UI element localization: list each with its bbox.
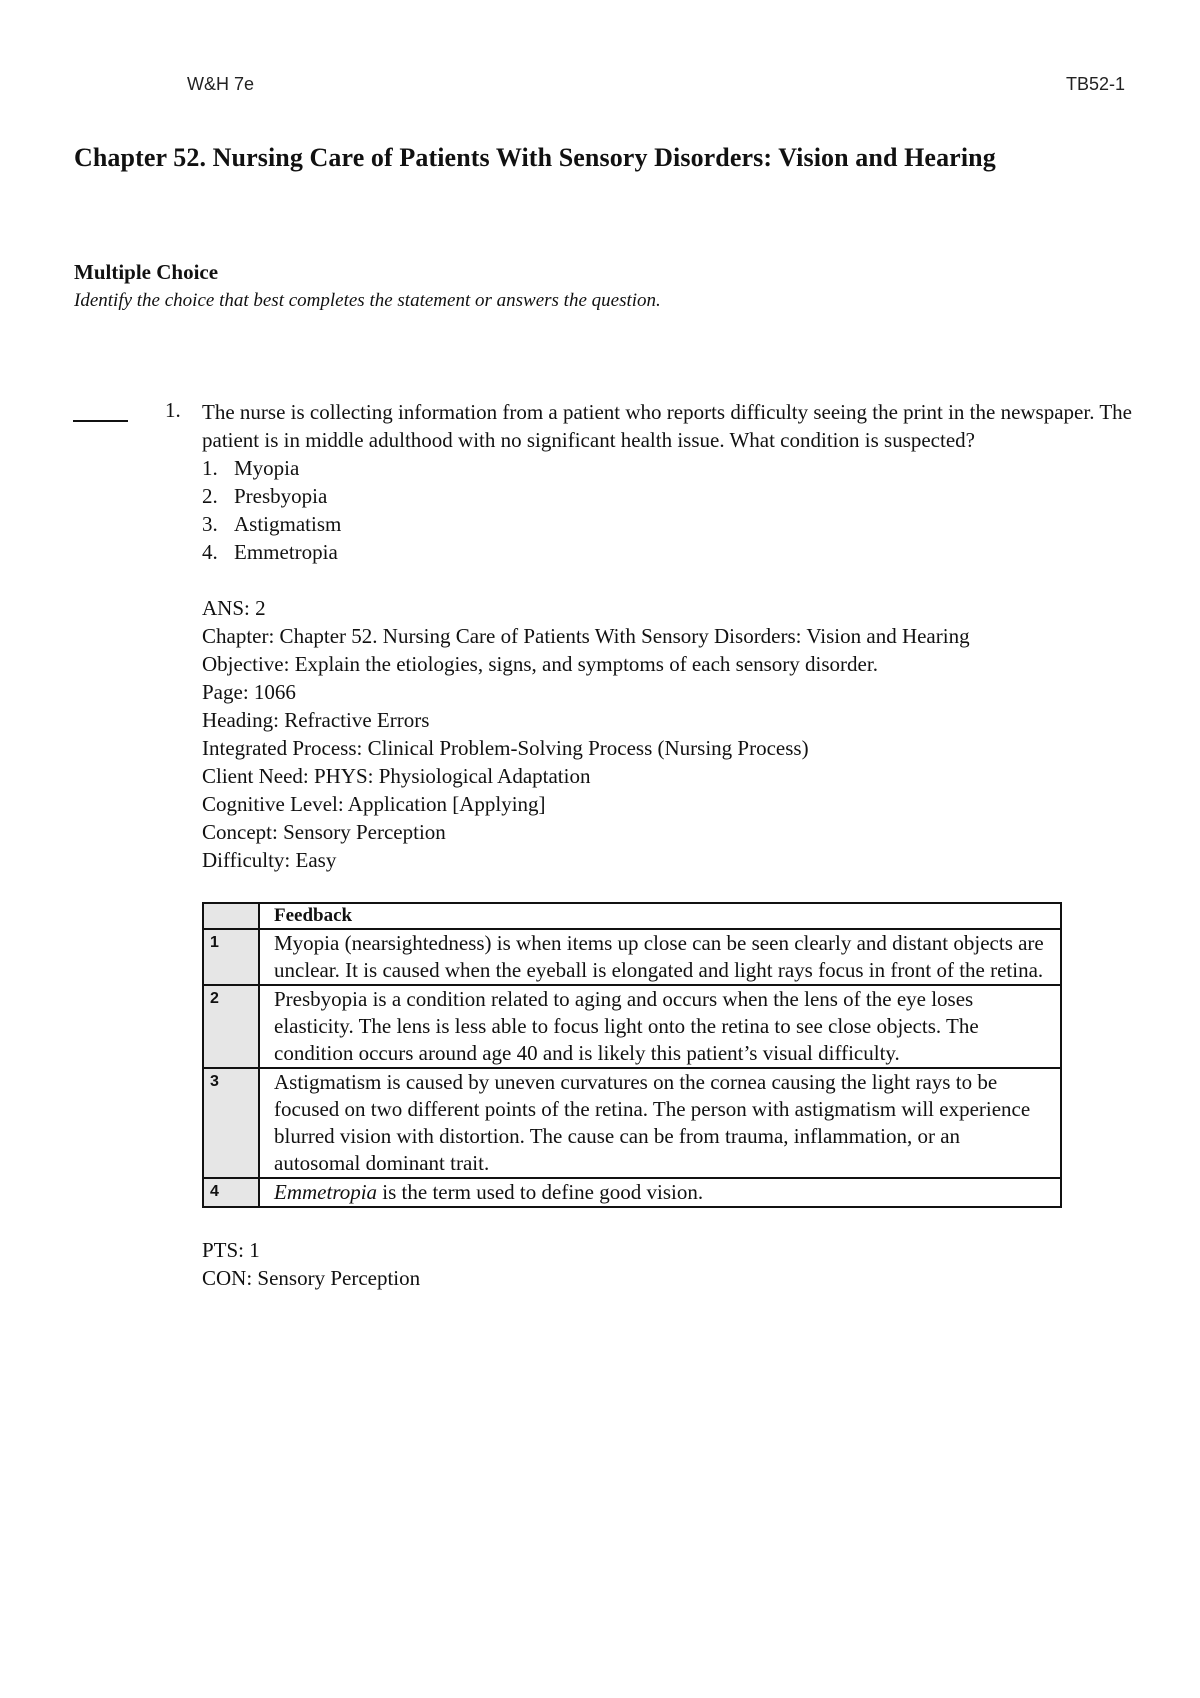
- option-item: [202, 454, 1152, 482]
- option-text: Astigmatism: [234, 512, 342, 536]
- answer-metadata: [202, 594, 1152, 874]
- option-number: 4.: [202, 540, 218, 564]
- meta-concept: Concept: Sensory Perception: [202, 820, 446, 844]
- answer-key: ANS: 2: [202, 596, 266, 620]
- feedback-row-text: Myopia (nearsightedness) is when items up close can be seen clearly and distant objects are unclear. It is caused when the eyeball is elongated and light rays focus in front of the retina.: [259, 929, 1061, 985]
- option-number: 2.: [202, 484, 218, 508]
- feedback-row: [203, 929, 1061, 985]
- feedback-term-emphasis: Emmetropia: [274, 1180, 378, 1204]
- feedback-header: Feedback: [259, 903, 1061, 929]
- feedback-row-number: 2: [203, 985, 259, 1068]
- answer-blank-line: [73, 420, 128, 422]
- feedback-row: [203, 1068, 1061, 1178]
- chapter-title: Chapter 52. Nursing Care of Patients With Sensory Disorders: Vision and Hearing: [74, 143, 996, 172]
- feedback-term-rest: is the term used to define good vision.: [377, 1180, 704, 1204]
- feedback-row-text: [259, 1178, 1061, 1207]
- question-body: [202, 398, 1152, 1292]
- feedback-row-number: 3: [203, 1068, 259, 1178]
- option-item: [202, 510, 1152, 538]
- option-text: Emmetropia: [234, 540, 338, 564]
- feedback-row: [203, 985, 1061, 1068]
- section-instruction: Identify the choice that best completes the statement or answers the question.: [74, 290, 661, 311]
- running-header-left: W&H 7e: [187, 74, 255, 94]
- option-number: 1.: [202, 456, 218, 480]
- meta-objective: Objective: Explain the etiologies, signs, and symptoms of each sensory disorder.: [202, 652, 878, 676]
- running-header-right: TB52-1: [1065, 74, 1125, 94]
- feedback-row-text: Astigmatism is caused by uneven curvatures on the cornea causing the light rays to be focused on two different points of the retina. The person with astigmatism will experience blurred vision with distortion. The cause can be from trauma, inflammation, or an autosomal dominant trait.: [259, 1068, 1061, 1178]
- option-item: [202, 538, 1152, 566]
- feedback-row-number: 1: [203, 929, 259, 985]
- feedback-row-text: Presbyopia is a condition related to aging and occurs when the lens of the eye loses elasticity. The lens is less able to focus light onto the retina to see close objects. The condition occurs around age 40 and is likely this patient’s visual difficulty.: [259, 985, 1061, 1068]
- option-text: Myopia: [234, 456, 300, 480]
- meta-chapter: Chapter: Chapter 52. Nursing Care of Patients With Sensory Disorders: Vision and Hearing: [202, 624, 970, 648]
- section-title: Multiple Choice: [74, 260, 219, 284]
- option-number: 3.: [202, 512, 218, 536]
- meta-cognitive-level: Cognitive Level: Application [Applying]: [202, 792, 546, 816]
- meta-client-need: Client Need: PHYS: Physiological Adaptation: [202, 764, 591, 788]
- feedback-header-blank-cell: [203, 903, 259, 929]
- option-item: [202, 482, 1152, 510]
- concept-tag: CON: Sensory Perception: [202, 1266, 421, 1290]
- feedback-table: [202, 902, 1062, 1208]
- points: PTS: 1: [202, 1238, 260, 1262]
- question-footer: [202, 1236, 1152, 1292]
- meta-difficulty: Difficulty: Easy: [202, 848, 337, 872]
- meta-page: Page: 1066: [202, 680, 296, 704]
- feedback-row-number: 4: [203, 1178, 259, 1207]
- meta-heading: Heading: Refractive Errors: [202, 708, 430, 732]
- meta-integrated-process: Integrated Process: Clinical Problem-Solving Process (Nursing Process): [202, 736, 809, 760]
- feedback-row: [203, 1178, 1061, 1207]
- option-list: [202, 454, 1152, 566]
- question-stem: The nurse is collecting information from a patient who reports difficulty seeing the print in the newspaper. The patient is in middle adulthood with no significant health issue. What condition is suspected?: [202, 400, 1132, 452]
- question-number: 1.: [165, 398, 181, 422]
- option-text: Presbyopia: [234, 484, 328, 508]
- feedback-header-row: [203, 903, 1061, 929]
